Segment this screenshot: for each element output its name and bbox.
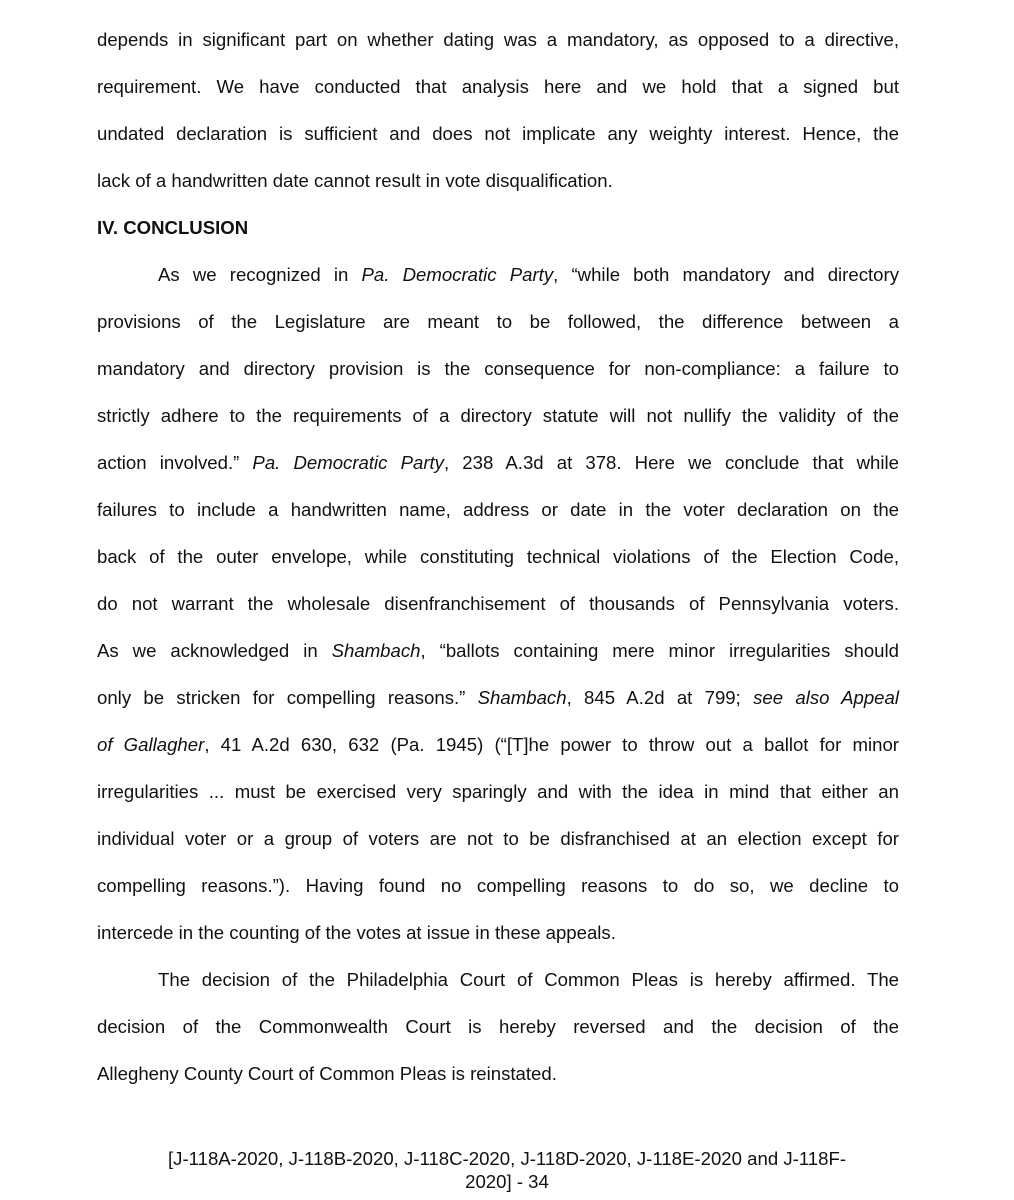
text-segment: depends in significant part on whether dating was a mandatory, as opposed to a directive, xyxy=(97,29,899,50)
text-line xyxy=(97,956,899,1003)
text-segment: , “ballots containing mere minor irregularities should xyxy=(420,640,899,661)
text-segment: As we acknowledged in xyxy=(97,640,332,661)
text-segment: back of the outer envelope, while constituting technical violations of the Election Code, xyxy=(97,546,899,567)
text-segment: , 238 A.3d at 378. Here we conclude that while xyxy=(443,452,899,473)
text-segment: do not warrant the wholesale disenfranchisement of thousands of Pennsylvania voters. xyxy=(97,593,899,614)
text-line xyxy=(97,909,899,956)
text-line xyxy=(97,439,899,486)
text-segment: irregularities ... must be exercised very sparingly and with the idea in mind that either an xyxy=(97,781,899,802)
text-segment: , 41 A.2d 630, 632 (Pa. 1945) (“[T]he power to throw out a ballot for minor xyxy=(204,734,900,755)
text-segment: undated declaration is sufficient and does not implicate any weighty interest. Hence, the xyxy=(97,123,899,144)
text-line xyxy=(97,251,899,298)
case-citation: Shambach xyxy=(477,687,567,708)
text-line xyxy=(97,1050,899,1097)
text-line xyxy=(97,486,899,533)
text-line xyxy=(97,1003,899,1050)
text-line xyxy=(97,157,899,204)
text-segment: compelling reasons.”). Having found no compelling reasons to do so, we decline to xyxy=(97,875,899,896)
text-line xyxy=(97,674,899,721)
footer-page-number: 2020] - 34 xyxy=(465,1171,549,1192)
text-segment: The decision of the Philadelphia Court of Common Pleas is hereby affirmed. The xyxy=(158,969,899,990)
case-citation: of Gallagher xyxy=(97,734,205,755)
case-citation: Pa. Democratic Party xyxy=(361,264,554,285)
text-line xyxy=(97,768,899,815)
text-segment: mandatory and directory provision is the consequence for non-compliance: a failure to xyxy=(97,358,899,379)
text-line xyxy=(97,721,899,768)
text-line xyxy=(97,862,899,909)
footer-docket-numbers: [J-118A-2020, J-118B-2020, J-118C-2020, J-118D-2020, J-118E-2020 and J-118F- xyxy=(167,1148,847,1169)
text-segment: decision of the Commonwealth Court is hereby reversed and the decision of the xyxy=(97,1016,899,1037)
text-segment: , “while both mandatory and directory xyxy=(553,264,899,285)
case-citation: Pa. Democratic Party xyxy=(252,452,444,473)
text-segment: Allegheny County Court of Common Pleas is reinstated. xyxy=(97,1063,557,1084)
text-line xyxy=(97,580,899,627)
text-segment: intercede in the counting of the votes at issue in these appeals. xyxy=(97,922,616,943)
text-line xyxy=(97,345,899,392)
text-line xyxy=(97,63,899,110)
text-line xyxy=(97,627,899,674)
text-segment: IV. CONCLUSION xyxy=(97,217,249,238)
document-body xyxy=(97,16,899,1097)
text-line xyxy=(97,533,899,580)
text-segment: strictly adhere to the requirements of a directory statute will not nullify the validity of the xyxy=(97,405,899,426)
section-heading xyxy=(97,204,899,251)
text-line xyxy=(97,815,899,862)
text-line xyxy=(97,110,899,157)
case-citation: Shambach xyxy=(331,640,421,661)
text-line xyxy=(97,392,899,439)
case-citation: see also Appeal xyxy=(753,687,899,708)
text-segment: As we recognized in xyxy=(158,264,362,285)
text-segment: action involved.” xyxy=(97,452,253,473)
text-segment: provisions of the Legislature are meant to be followed, the difference between a xyxy=(97,311,899,332)
text-segment: individual voter or a group of voters are not to be disfranchised at an election except for xyxy=(97,828,899,849)
text-line xyxy=(97,298,899,345)
text-line xyxy=(97,16,899,63)
text-segment: lack of a handwritten date cannot result in vote disqualification. xyxy=(97,170,613,191)
text-segment: only be stricken for compelling reasons.” xyxy=(97,687,478,708)
page-footer xyxy=(0,1147,1014,1193)
text-segment: requirement. We have conducted that analysis here and we hold that a signed but xyxy=(97,76,899,97)
text-segment: failures to include a handwritten name, address or date in the voter declaration on the xyxy=(97,499,899,520)
text-segment: , 845 A.2d at 799; xyxy=(566,687,754,708)
